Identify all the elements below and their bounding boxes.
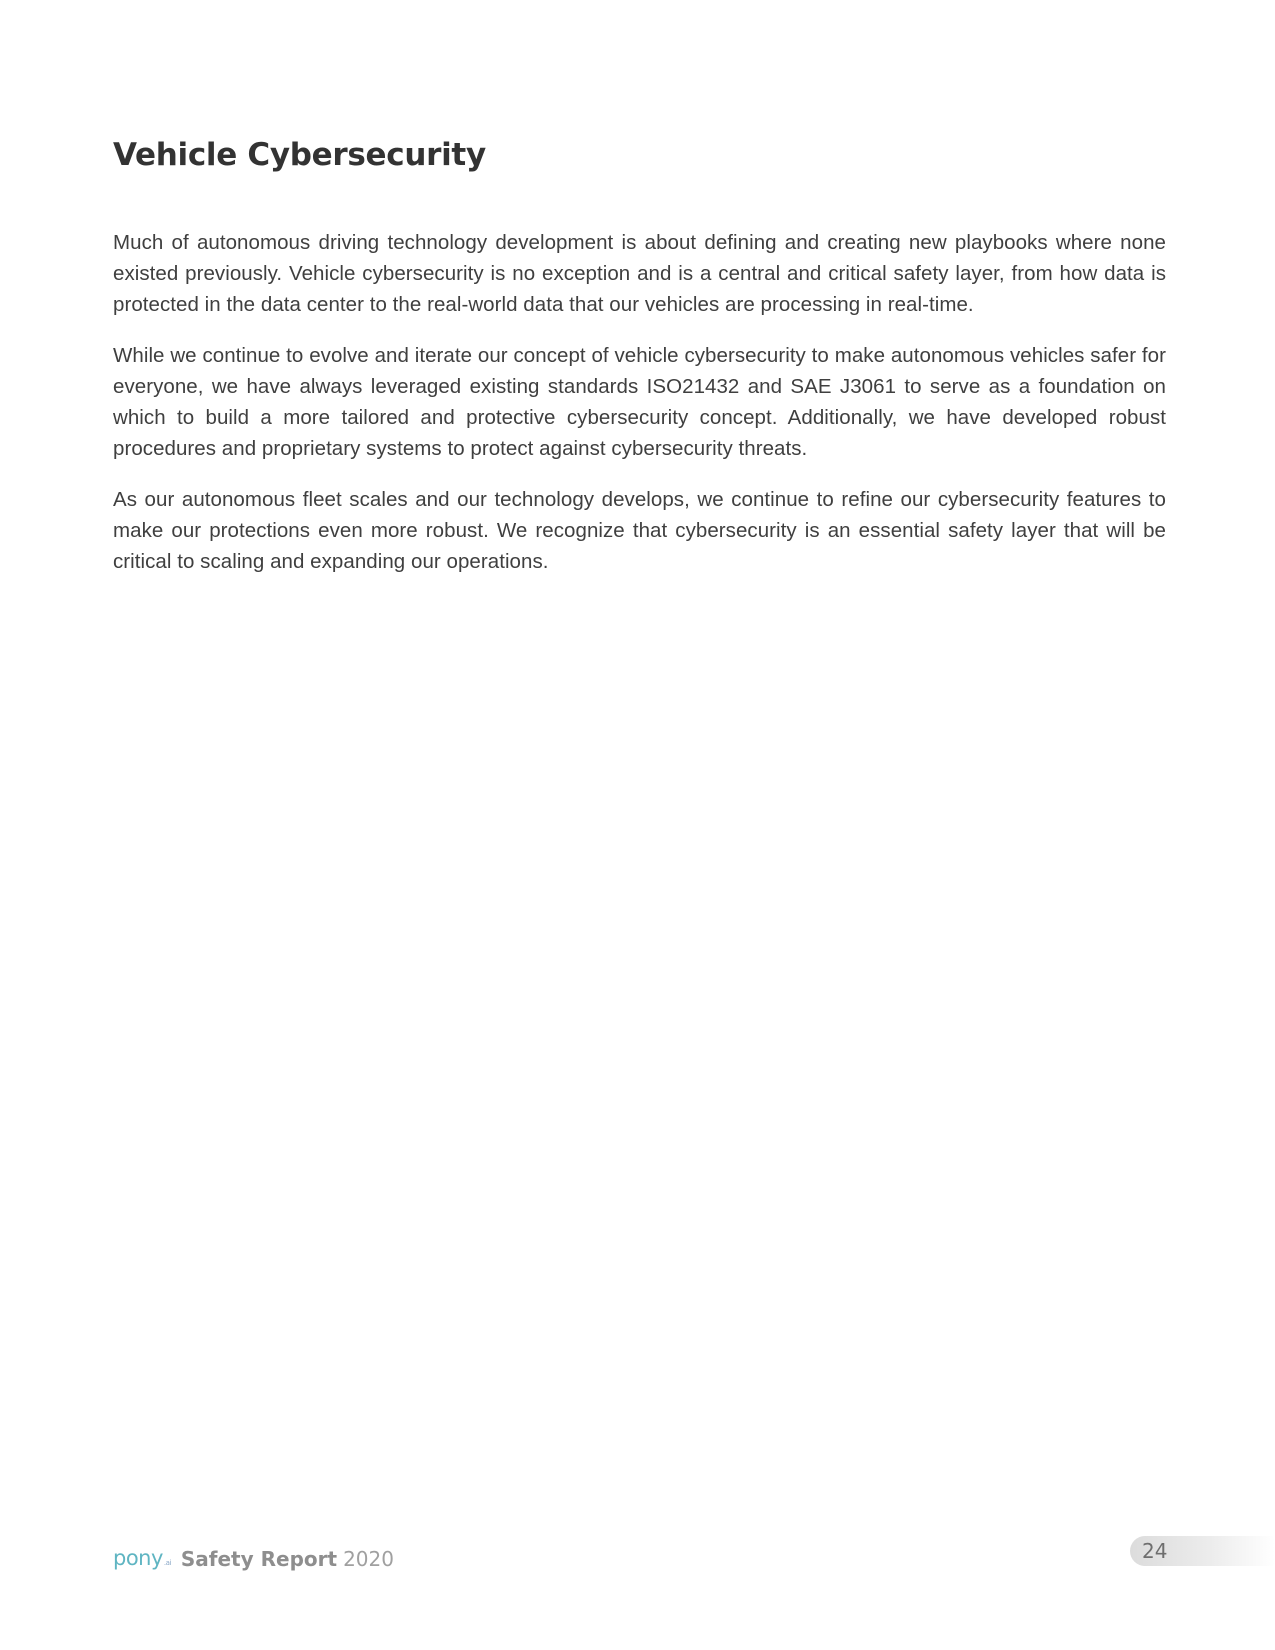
logo-text: pony (113, 1546, 163, 1570)
report-label: Safety Report (180, 1547, 338, 1571)
paragraph-intro: Much of autonomous driving technology development is about defining and creating new playbooks where none existed previously. Vehicle cybersecurity is no exception and is a central and critical safety layer, from how data is protected in the data center to the real-world data that our vehicles are processing in real-time. (113, 231, 1166, 316)
page-number: 24 (1142, 1539, 1168, 1563)
body-text (113, 227, 1166, 597)
paragraph-scaling: As our autonomous fleet scales and our technology develops, we continue to refine our cybersecurity features to make our protections even more robust. We recognize that cybersecurity is an essential safety layer that will be critical to scaling and expanding our operations. (113, 488, 1166, 573)
paragraph-standards: While we continue to evolve and iterate our concept of vehicle cybersecurity to make autonomous vehicles safer for everyone, we have always leveraged existing standards ISO21432 and SAE J3061 to serve as a foundation on which to build a more tailored and protective cybersecurity concept. Additionally, we have developed robust procedures and proprietary systems to protect against cybersecurity threats. (113, 344, 1166, 460)
pony-ai-logo (113, 1548, 171, 1569)
page-number-tab (1130, 1536, 1275, 1566)
report-year: 2020 (343, 1547, 394, 1571)
page-footer (113, 1535, 394, 1569)
page-title: Vehicle Cybersecurity (113, 137, 486, 173)
logo-suffix: .ai (163, 1559, 171, 1567)
